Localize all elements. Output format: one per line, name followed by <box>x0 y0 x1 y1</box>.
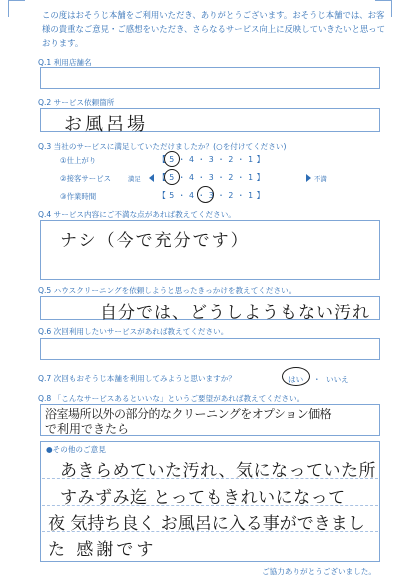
q2-label: Q.2 サービス依頼箇所 <box>38 98 115 107</box>
left-arrow-icon <box>149 174 154 182</box>
q3-item-label: ①仕上がり <box>60 156 97 165</box>
q1-answer-box[interactable] <box>40 67 380 89</box>
q3-selected-circle <box>164 169 180 185</box>
q3-item-label: ③作業時間 <box>60 192 97 201</box>
other-answer-line: 夜 気持ち良く お風呂に入る事ができまし <box>48 514 365 534</box>
q3-selected-circle <box>164 151 180 167</box>
q7-yes-option[interactable]: はい <box>288 375 304 384</box>
q8-answer-line: で利用できたら <box>45 422 130 436</box>
q5-answer: 自分では、どうしようもない汚れ <box>100 303 370 323</box>
right-arrow-icon <box>306 174 311 182</box>
q6-label: Q.6 次回利用したいサービスがあれば教えてください。 <box>38 327 229 336</box>
dissatisfied-legend: 不満 <box>314 175 327 183</box>
q3-rating-scale[interactable]: 【 5 ・ 4 ・ 3 ・ 2 ・ 1 】 <box>158 191 265 200</box>
q3-rating-scale[interactable]: 【 5 ・ 4 ・ 3 ・ 2 ・ 1 】 <box>158 173 265 182</box>
q7-no-option[interactable]: いいえ <box>326 375 349 384</box>
q3-rating-scale[interactable]: 【 5 ・ 4 ・ 3 ・ 2 ・ 1 】 <box>158 155 265 164</box>
q7-separator: ・ <box>313 375 321 384</box>
q8-label: Q.8 「こんなサービスあるといいな」というご要望があれば教えてください。 <box>38 394 305 403</box>
q3-item-label: ②接客サービス <box>60 174 111 183</box>
other-opinions-label: ●その他のご意見 <box>46 445 106 454</box>
q7-label: Q.7 次回もおそうじ本舗を利用してみようと思いますか？ <box>38 374 236 383</box>
q2-answer: お風呂場 <box>64 114 148 135</box>
q3-selected-circle <box>197 186 214 203</box>
q7-selected-circle <box>282 367 310 386</box>
other-answer-line: あきらめていた汚れ、気になっていた所 <box>60 461 377 481</box>
q1-label: Q.1 利用店舗名 <box>38 58 92 67</box>
q6-answer-box[interactable] <box>40 338 380 360</box>
q4-answer: ナシ（今で充分です） <box>60 231 250 251</box>
satisfied-legend: 満足 <box>128 175 141 183</box>
corner-mark-left <box>8 0 25 17</box>
footer-thanks: ご協力ありがとうございました。 <box>262 567 376 576</box>
other-answer-line: た 感謝です <box>48 540 157 560</box>
q3-label: Q.3 当社のサービスに満足していただけましたか？(○を付けてください) <box>38 142 287 151</box>
other-answer-line: すみずみ迄 とってもきれいになって <box>60 488 346 508</box>
q4-label: Q.4 サービス内容にご不満な点があれば教えてください。 <box>38 210 236 219</box>
q5-label: Q.5 ハウスクリーニングを依頼しようと思ったきっかけを教えてください。 <box>38 286 297 295</box>
q8-answer-line: 浴室場所以外の部分的なクリーニングをオプション価格 <box>45 407 332 421</box>
intro-text: この度はおそうじ本舗をご利用いただき、ありがとうございます。おそうじ本舗では、お客様の貴重なご意見・ご感想をいただき、さらなるサービス向上に反映していきたいと思っております。 <box>42 10 386 48</box>
